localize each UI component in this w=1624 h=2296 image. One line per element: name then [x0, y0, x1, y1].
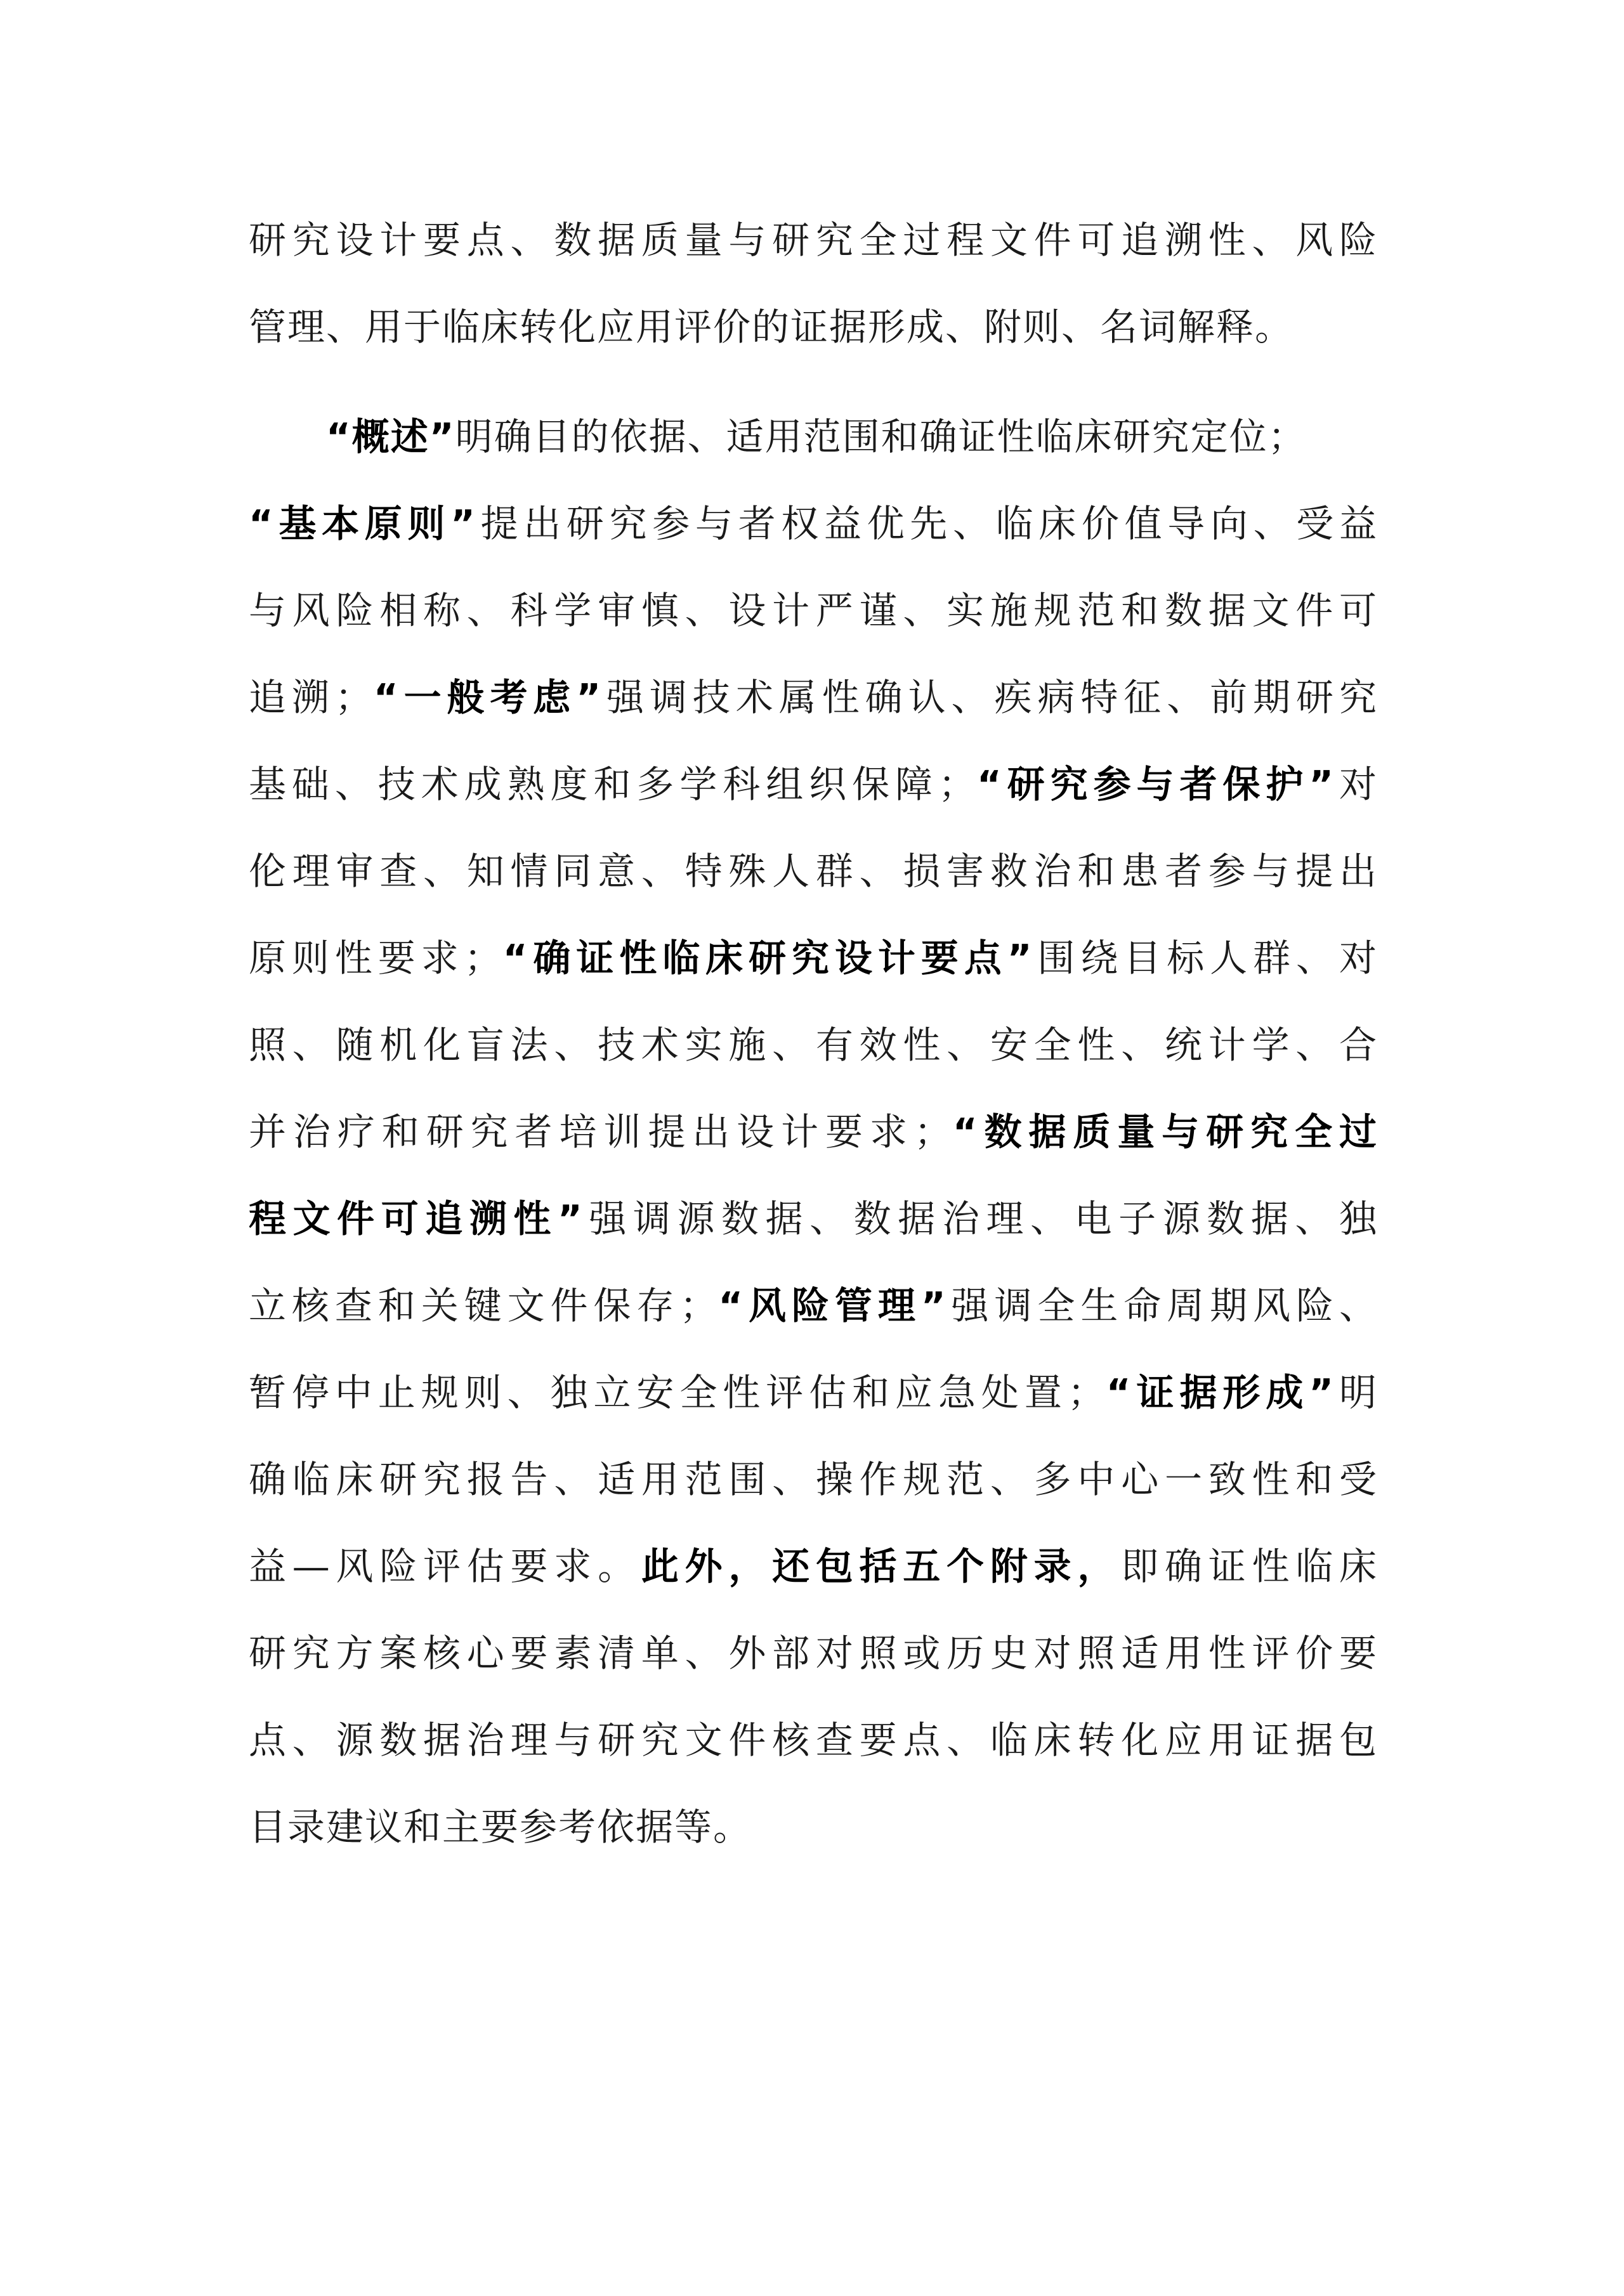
paragraph-line: 管理、用于临床转化应用评价的证据形成、附则、名词解释。 — [249, 305, 1294, 349]
paragraph-line — [249, 1088, 1378, 1175]
paragraph-line: 研究设计要点、数据质量与研究全过程文件可追溯性、风险 — [249, 218, 1378, 262]
body-text: 暂停中止规则、独立安全性评估和应急处置； — [249, 1371, 1106, 1414]
paragraph-line — [249, 1436, 1378, 1523]
bold-heading-text: “数据质量与研究全过 — [952, 1110, 1378, 1154]
body-text: 提出研究参与者权益优先、临床价值导向、受益 — [476, 502, 1378, 545]
body-text: 基础、技术成熟度和多学科组织保障； — [249, 762, 977, 806]
paragraph-line — [249, 741, 1378, 828]
body-text: 与风险相称、科学审慎、设计严谨、实施规范和数据文件可 — [249, 589, 1378, 632]
body-text: 目录建议和主要参考依据等。 — [249, 1805, 752, 1849]
paragraph-line — [249, 915, 1378, 1001]
body-text: 研究方案核心要素清单、外部对照或历史对照适用性评价要 — [249, 1631, 1378, 1675]
body-text: 对 — [1335, 762, 1378, 806]
bold-heading-text: “研究参与者保护” — [976, 762, 1335, 806]
body-text: 益—风险评估要求。 — [249, 1544, 641, 1588]
body-text: 围绕目标人群、对 — [1033, 936, 1378, 980]
body-text: 明 — [1335, 1371, 1378, 1414]
body-text: 即确证性临床 — [1121, 1544, 1378, 1588]
bold-heading-text: “一般考虑” — [373, 675, 603, 719]
paragraph-line — [249, 1262, 1378, 1349]
body-text: 点、源数据治理与研究文件核查要点、临床转化应用证据包 — [249, 1718, 1378, 1762]
body-text: 追溯； — [249, 675, 374, 719]
body-text: 立核查和关键文件保存； — [249, 1284, 719, 1327]
paragraph-line — [249, 1784, 1378, 1870]
paragraph-line — [249, 1523, 1378, 1610]
paragraph-line — [249, 1001, 1378, 1088]
bold-heading-text: “基本原则” — [249, 502, 476, 545]
body-text: 强调源数据、数据治理、电子源数据、独 — [583, 1197, 1378, 1241]
paragraph-2 — [249, 393, 1378, 1870]
bold-heading-text: 此外，还包括五个附录， — [641, 1544, 1122, 1588]
bold-heading-text: 程文件可追溯性” — [249, 1197, 584, 1241]
bold-heading-text: “确证性临床研究设计要点” — [502, 936, 1033, 980]
paragraph-1 — [249, 197, 1378, 370]
paragraph-line — [249, 567, 1378, 654]
body-text: 确临床研究报告、适用范围、操作规范、多中心一致性和受 — [249, 1458, 1378, 1501]
bold-heading-text: “证据形成” — [1106, 1371, 1335, 1414]
paragraph-line — [249, 1610, 1378, 1697]
body-text: 原则性要求； — [249, 936, 503, 980]
paragraph-line — [249, 828, 1378, 915]
body-text: 强调技术属性确认、疾病特征、前期研究 — [602, 675, 1378, 719]
paragraph-line — [249, 1175, 1378, 1262]
body-text: 强调全生命周期风险、 — [946, 1284, 1378, 1327]
body-text: 并治疗和研究者培训提出设计要求； — [249, 1110, 953, 1154]
paragraph-line — [249, 654, 1378, 741]
bold-heading-text: “风险管理” — [718, 1284, 947, 1327]
body-text: 伦理审查、知情同意、特殊人群、损害救治和患者参与提出 — [249, 849, 1378, 893]
paragraph-line — [249, 393, 1378, 480]
bold-heading-text: “概述” — [326, 415, 455, 459]
body-text: 明确目的依据、适用范围和确证性临床研究定位； — [455, 415, 1307, 459]
body-text: 照、随机化盲法、技术实施、有效性、安全性、统计学、合 — [249, 1023, 1378, 1067]
paragraph-line — [249, 480, 1378, 567]
paragraph-line — [249, 1349, 1378, 1436]
paragraph-line — [249, 1697, 1378, 1784]
